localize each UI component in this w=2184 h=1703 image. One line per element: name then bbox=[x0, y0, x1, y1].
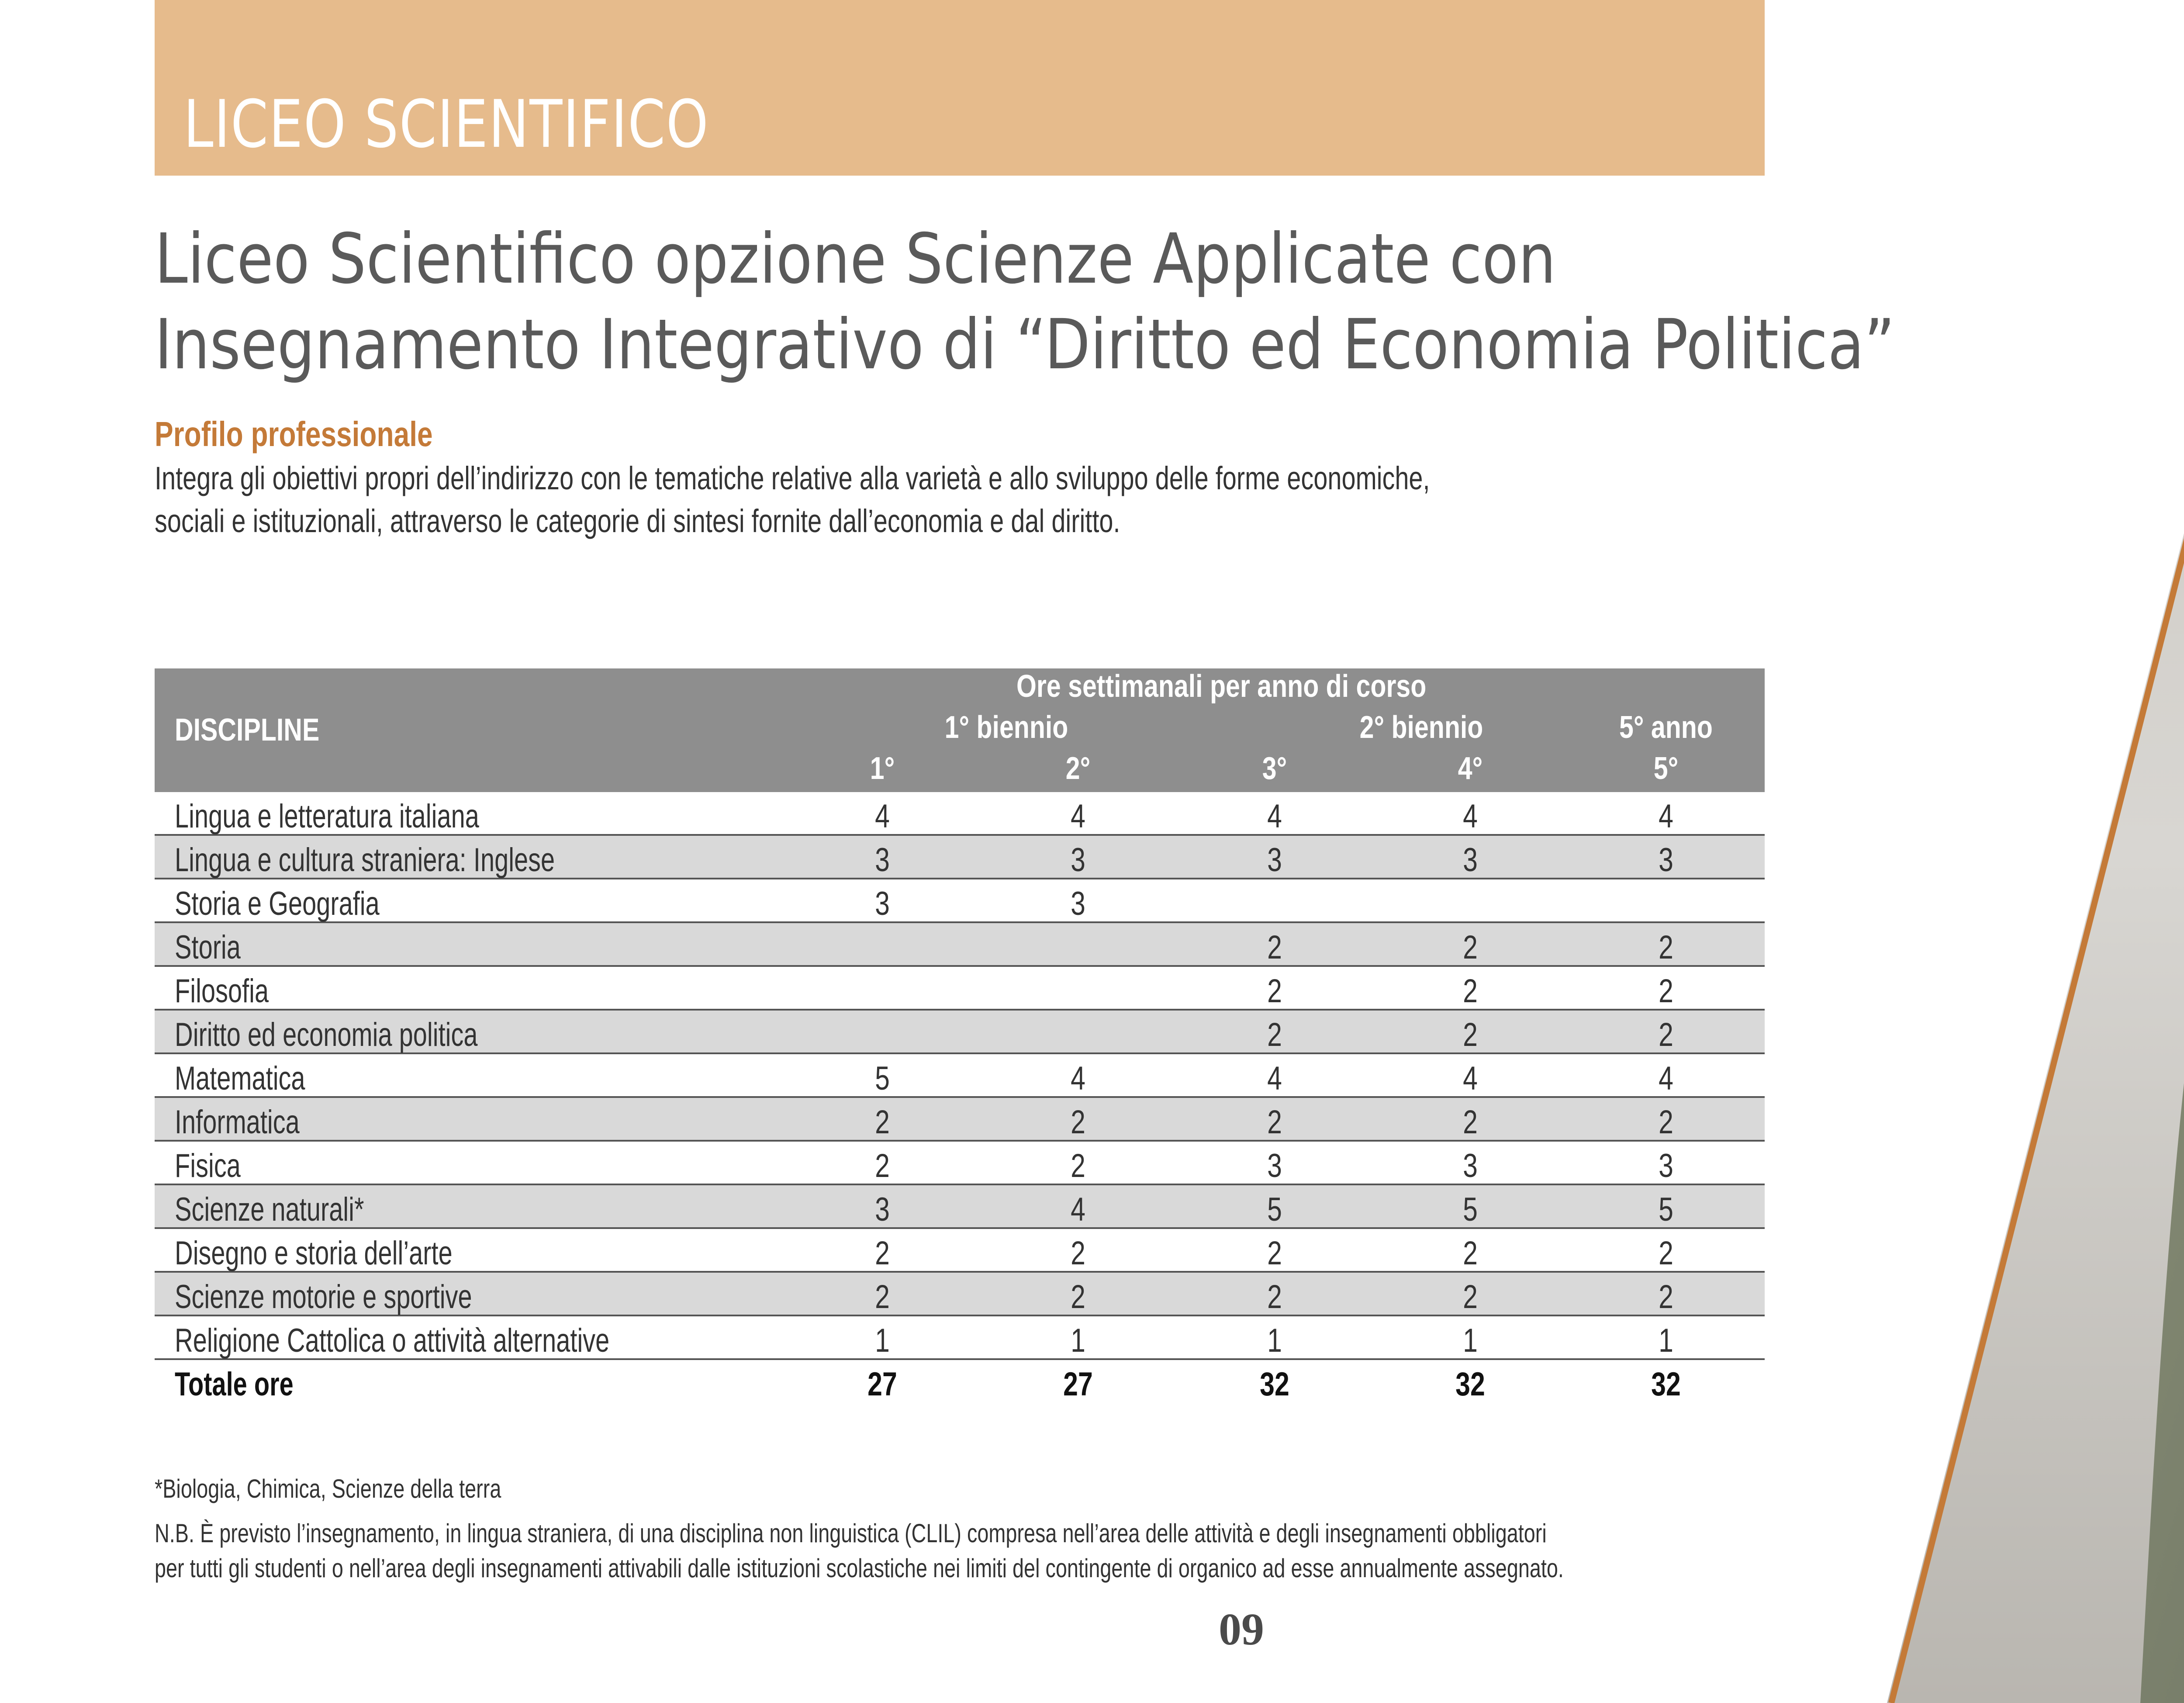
table-row bbox=[155, 792, 1765, 836]
discipline-name: Informatica bbox=[175, 1104, 300, 1141]
table-header bbox=[155, 668, 1765, 792]
table-row bbox=[155, 879, 1765, 923]
hours-cell-year-1: 2 bbox=[875, 1104, 890, 1141]
year-header-1: 1° bbox=[870, 751, 895, 786]
page-title-line1: Liceo Scientifico opzione Scienze Applicate con bbox=[155, 219, 1556, 299]
hours-cell-year-3: 2 bbox=[1267, 929, 1282, 966]
hours-title: Ore settimanali per anno di corso bbox=[1016, 669, 1427, 704]
hours-cell-year-2: 4 bbox=[1071, 798, 1085, 835]
hours-table bbox=[155, 668, 1765, 1402]
hours-cell-year-5: 2 bbox=[1659, 1104, 1673, 1141]
nb-note-line1: N.B. È previsto l’insegnamento, in lingua straniera, di una disciplina non linguistica (CLIL) compresa nell’area delle attività e degli insegnamenti obbligatori bbox=[155, 1519, 1547, 1548]
hours-cell-year-4: 2 bbox=[1463, 929, 1478, 966]
table-row bbox=[155, 836, 1765, 879]
profile-description bbox=[155, 457, 1430, 543]
hours-cell-year-2: 4 bbox=[1071, 1060, 1085, 1097]
hours-cell-year-1: 27 bbox=[867, 1366, 897, 1403]
total-label: Totale ore bbox=[175, 1366, 294, 1403]
hours-cell-year-3: 4 bbox=[1267, 1060, 1282, 1097]
hours-cell-year-3: 2 bbox=[1267, 1235, 1282, 1272]
discipline-name: Disegno e storia dell’arte bbox=[175, 1235, 453, 1272]
hours-cell-year-2: 3 bbox=[1071, 841, 1085, 879]
hours-cell-year-4: 5 bbox=[1463, 1191, 1478, 1228]
hours-cell-year-2: 1 bbox=[1071, 1322, 1085, 1359]
hours-cell-year-2: 2 bbox=[1071, 1147, 1085, 1184]
hours-cell-year-1: 5 bbox=[875, 1060, 890, 1097]
hours-cell-year-3: 5 bbox=[1267, 1191, 1282, 1228]
page-title-line2: Insegnamento Integrativo di “Diritto ed Economia Politica” bbox=[155, 305, 1895, 385]
hours-cell-year-2: 2 bbox=[1071, 1235, 1085, 1272]
hours-cell-year-4: 2 bbox=[1463, 1016, 1478, 1053]
hours-cell-year-2: 3 bbox=[1071, 885, 1085, 922]
disciplines-header: DISCIPLINE bbox=[175, 713, 320, 748]
hours-cell-year-1: 1 bbox=[875, 1322, 890, 1359]
hours-cell-year-4: 3 bbox=[1463, 1147, 1478, 1184]
table-row bbox=[155, 1054, 1765, 1098]
hours-cell-year-5: 5 bbox=[1659, 1191, 1673, 1228]
hours-cell-year-5: 3 bbox=[1659, 841, 1673, 879]
discipline-name: Lingua e letteratura italiana bbox=[175, 798, 479, 835]
hours-cell-year-4: 2 bbox=[1463, 1235, 1478, 1272]
nb-note bbox=[155, 1516, 1564, 1586]
hours-cell-year-2: 2 bbox=[1071, 1278, 1085, 1315]
discipline-name: Lingua e cultura straniera: Inglese bbox=[175, 841, 555, 879]
discipline-name: Storia bbox=[175, 929, 241, 966]
hours-cell-year-4: 4 bbox=[1463, 1060, 1478, 1097]
table-row bbox=[155, 1098, 1765, 1142]
hours-cell-year-4: 1 bbox=[1463, 1322, 1478, 1359]
hours-cell-year-2: 2 bbox=[1071, 1104, 1085, 1141]
profile-line2: sociali e istituzionali, attraverso le categorie di sintesi fornite dall’economia e dal diritto. bbox=[155, 503, 1120, 539]
discipline-name: Scienze naturali* bbox=[175, 1191, 364, 1228]
hours-cell-year-5: 2 bbox=[1659, 929, 1673, 966]
hours-cell-year-5: 2 bbox=[1659, 973, 1673, 1010]
hours-cell-year-3: 32 bbox=[1260, 1366, 1289, 1403]
table-row bbox=[155, 1273, 1765, 1316]
table-row bbox=[155, 967, 1765, 1011]
hours-cell-year-3: 3 bbox=[1267, 841, 1282, 879]
hours-cell-year-1: 3 bbox=[875, 1191, 890, 1228]
discipline-name: Matematica bbox=[175, 1060, 305, 1097]
hours-cell-year-4: 3 bbox=[1463, 841, 1478, 879]
year-header-4: 4° bbox=[1458, 751, 1483, 786]
page-title bbox=[155, 216, 1895, 388]
hours-cell-year-2: 27 bbox=[1063, 1366, 1093, 1403]
group-second-biennium: 2° biennio bbox=[1359, 710, 1483, 745]
year-header-5: 5° bbox=[1653, 751, 1679, 786]
table-row bbox=[155, 1142, 1765, 1185]
discipline-name: Religione Cattolica o attività alternative bbox=[175, 1322, 610, 1359]
hours-cell-year-5: 2 bbox=[1659, 1235, 1673, 1272]
table-body bbox=[155, 792, 1765, 1402]
student-photo bbox=[1835, 0, 2184, 1703]
table-row bbox=[155, 1185, 1765, 1229]
discipline-name: Diritto ed economia politica bbox=[175, 1016, 478, 1053]
hours-cell-year-5: 32 bbox=[1651, 1366, 1681, 1403]
hours-cell-year-1: 2 bbox=[875, 1147, 890, 1184]
hours-cell-year-5: 3 bbox=[1659, 1147, 1673, 1184]
nb-note-line2: per tutti gli studenti o nell’area degli insegnamenti attivabili dalle istituzioni scolastiche nei limiti del contingente di organico ad esse annualmente assegnato. bbox=[155, 1554, 1564, 1583]
hours-cell-year-3: 4 bbox=[1267, 798, 1282, 835]
hours-cell-year-3: 2 bbox=[1267, 973, 1282, 1010]
hours-cell-year-4: 4 bbox=[1463, 798, 1478, 835]
footnote: *Biologia, Chimica, Scienze della terra bbox=[155, 1474, 501, 1503]
hours-cell-year-3: 2 bbox=[1267, 1104, 1282, 1141]
table-row bbox=[155, 923, 1765, 967]
hours-cell-year-5: 4 bbox=[1659, 798, 1673, 835]
hours-cell-year-5: 2 bbox=[1659, 1016, 1673, 1053]
hours-cell-year-5: 2 bbox=[1659, 1278, 1673, 1315]
discipline-name: Filosofia bbox=[175, 973, 269, 1010]
header-banner bbox=[155, 0, 1765, 176]
discipline-name: Scienze motorie e sportive bbox=[175, 1278, 472, 1315]
discipline-name: Fisica bbox=[175, 1147, 241, 1184]
table-row bbox=[155, 1316, 1765, 1360]
group-first-biennium: 1° biennio bbox=[944, 710, 1068, 745]
hours-cell-year-3: 1 bbox=[1267, 1322, 1282, 1359]
hours-cell-year-4: 32 bbox=[1455, 1366, 1485, 1403]
page-number: 09 bbox=[1219, 1604, 1264, 1655]
total-row bbox=[155, 1360, 1765, 1402]
section-title: LICEO SCIENTIFICO bbox=[183, 87, 709, 163]
hours-cell-year-5: 4 bbox=[1659, 1060, 1673, 1097]
profile-heading: Profilo professionale bbox=[155, 415, 433, 453]
hours-cell-year-4: 2 bbox=[1463, 1278, 1478, 1315]
hours-cell-year-3: 2 bbox=[1267, 1016, 1282, 1053]
table-row bbox=[155, 1229, 1765, 1273]
hours-cell-year-1: 3 bbox=[875, 841, 890, 879]
hours-cell-year-1: 2 bbox=[875, 1235, 890, 1272]
profile-line1: Integra gli obiettivi propri dell’indirizzo con le tematiche relative alla varietà e allo sviluppo delle forme economiche, bbox=[155, 460, 1430, 496]
hours-cell-year-4: 2 bbox=[1463, 1104, 1478, 1141]
hours-cell-year-1: 3 bbox=[875, 885, 890, 922]
hours-cell-year-3: 2 bbox=[1267, 1278, 1282, 1315]
discipline-name: Storia e Geografia bbox=[175, 885, 380, 922]
hours-cell-year-1: 2 bbox=[875, 1278, 890, 1315]
hours-cell-year-3: 3 bbox=[1267, 1147, 1282, 1184]
group-fifth-year: 5° anno bbox=[1619, 710, 1713, 745]
hours-cell-year-5: 1 bbox=[1659, 1322, 1673, 1359]
year-header-2: 2° bbox=[1065, 751, 1091, 786]
hours-cell-year-2: 4 bbox=[1071, 1191, 1085, 1228]
table-row bbox=[155, 1011, 1765, 1054]
hours-cell-year-4: 2 bbox=[1463, 973, 1478, 1010]
hours-cell-year-1: 4 bbox=[875, 798, 890, 835]
year-header-3: 3° bbox=[1262, 751, 1287, 786]
